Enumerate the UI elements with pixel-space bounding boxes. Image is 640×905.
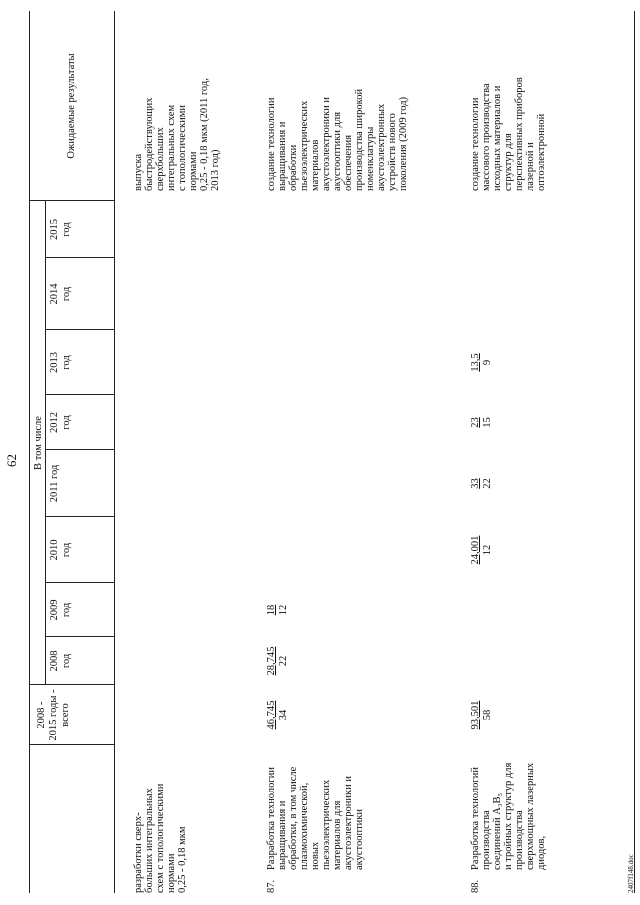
header-year-2015-god: год <box>61 222 72 237</box>
row-88-result-line: исходных материалов и <box>492 85 503 191</box>
header-divider <box>114 11 115 893</box>
header-total-bottom: всего <box>60 703 71 727</box>
row-88-result-line: перспективных приборов <box>514 77 525 191</box>
row-88-2013-bottom: 9 <box>482 359 493 366</box>
header-total-mid: 2015 годы - <box>48 689 59 741</box>
row-87-title-line: акустоэлектроники и <box>343 776 354 870</box>
row-88-title-line: производства <box>514 810 525 870</box>
header-total-top: 2008 - <box>36 701 47 729</box>
row-88-2011-top: 33 <box>470 478 481 489</box>
row-87-result-line: создание технологии <box>266 97 277 191</box>
header-year-2009: 2009 <box>49 599 60 621</box>
header-in-that: В том числе <box>33 416 44 470</box>
header-year-2008: 2008 <box>49 650 60 672</box>
table-top-border <box>29 11 30 893</box>
header-year-2014-god: год <box>61 286 72 302</box>
row-87-title-line: выращивания и <box>277 800 288 870</box>
row-cont-result-line: быстродействующих <box>144 97 155 191</box>
row-cont-title-line: 0,25 - 0,18 мкм <box>177 826 188 893</box>
row-87-title-line: акустооптики <box>354 808 365 870</box>
row-88-total-bottom: 58 <box>482 709 493 721</box>
row-87-result-line: поколения (2009 год) <box>398 96 409 191</box>
row-87-result-line: акустоэлектронных <box>376 103 387 191</box>
row-87-2009-bottom: 12 <box>278 604 289 616</box>
row-cont-title-line: схем с топологическими <box>155 783 166 893</box>
header-year-2012: 2012 <box>49 412 60 433</box>
page-number: 62 <box>4 454 19 467</box>
row-88-number: 88. <box>470 879 481 893</box>
row-cont-result-line: нормами <box>188 151 199 191</box>
row-88-2011-bottom: 22 <box>482 478 493 489</box>
row-87-title-line: новых <box>310 841 321 870</box>
header-year-2013-god: год <box>61 355 72 370</box>
row-87-number: 87. <box>266 879 277 893</box>
row-87-result-line: обеспечения <box>343 134 354 191</box>
row-87-title-line: плазмохимической, <box>299 782 310 870</box>
row-88-2010-bottom: 12 <box>482 544 493 556</box>
row-87-result-line: устройств нового <box>387 113 398 191</box>
row-87-title-line: материалов для <box>332 800 343 870</box>
row-cont-result-line: 0,25 - 0,18 мкм (2011 год, <box>199 78 210 191</box>
row-88-title-line: соединений A₃B₅ <box>492 792 503 870</box>
row-88-2012-bottom: 15 <box>482 417 493 428</box>
in-that-divider <box>45 201 46 685</box>
header-year-2008-god: год <box>61 653 72 669</box>
row-cont-result-line: сверхбольших <box>155 127 166 191</box>
header-year-2009-god: год <box>61 602 72 618</box>
row-87-total-top: 46,745 <box>266 700 277 730</box>
row-88-title-line: диодов, <box>536 835 547 870</box>
row-87-total-bottom: 34 <box>278 709 289 721</box>
row-88-title-line: производства <box>481 810 492 870</box>
row-cont-result-line: интегральных схем <box>166 104 177 191</box>
row-88-total-top: 93,501 <box>470 700 481 730</box>
row-88-2013-top: 13,5 <box>470 353 481 372</box>
footer-filename: 2407f148.doc <box>627 854 635 893</box>
row-87-title-line: обработки, в том числе <box>288 766 299 870</box>
row-cont-result-line: выпуска <box>133 153 144 191</box>
row-cont-title-line: разработки сверх- <box>133 812 144 893</box>
header-year-2010-god: год <box>61 542 72 558</box>
table-bottom-border <box>634 11 635 893</box>
header-year-2013: 2013 <box>49 352 60 373</box>
row-87-result-line: материалов <box>310 139 321 191</box>
row-cont-title-line: больших интегральных <box>144 788 155 893</box>
row-87-result-line: номенклатуры <box>365 126 376 191</box>
row-87-title-line: Разработка технологии <box>266 767 277 870</box>
row-87-result-line: производства широкой <box>354 88 365 191</box>
row-87-result-line: выращивания и <box>277 121 288 191</box>
row-88-result-line: лазерной и <box>525 142 536 191</box>
row-87-title-line: пьезоэлектрических <box>321 779 332 870</box>
row-87-result-line: акустооптики для <box>332 111 343 191</box>
row-88-title-line: Разработка технологий <box>470 767 481 870</box>
row-87-result-line: акустоэлектроники и <box>321 97 332 191</box>
row-87-2009-top: 18 <box>266 604 277 616</box>
row-87-result-line: обработки <box>288 144 299 191</box>
row-cont-title-line: нормами <box>166 853 177 893</box>
header-year-2014: 2014 <box>49 283 60 305</box>
row-cont-result-line: с топологическими <box>177 105 188 191</box>
row-88-result-line: структур для <box>503 133 514 191</box>
row-88-result-line: массового производства <box>481 83 492 191</box>
row-88-2010-top: 24,001 <box>470 535 481 565</box>
header-results: Ожидаемые результаты <box>66 53 77 159</box>
row-88-title-line: и тройных структур для <box>503 762 514 870</box>
row-88-result-line: оптоэлектронной <box>536 113 547 191</box>
header-year-2012-god: год <box>61 415 72 430</box>
row-88-2012-top: 23 <box>470 417 481 428</box>
row-87-2008-top: 28,745 <box>266 646 277 676</box>
row-87-2008-bottom: 22 <box>278 655 289 667</box>
row-87-result-line: пьезоэлектрических <box>299 100 310 191</box>
row-cont-result-line: 2013 год) <box>210 149 221 191</box>
header-year-2010: 2010 <box>49 539 60 561</box>
row-88-result-line: создание технологии <box>470 97 481 191</box>
header-year-2015: 2015 <box>49 219 60 240</box>
header-year-2011: 2011 год <box>49 464 60 503</box>
row-88-title-line: сверхмощных лазерных <box>525 762 536 870</box>
